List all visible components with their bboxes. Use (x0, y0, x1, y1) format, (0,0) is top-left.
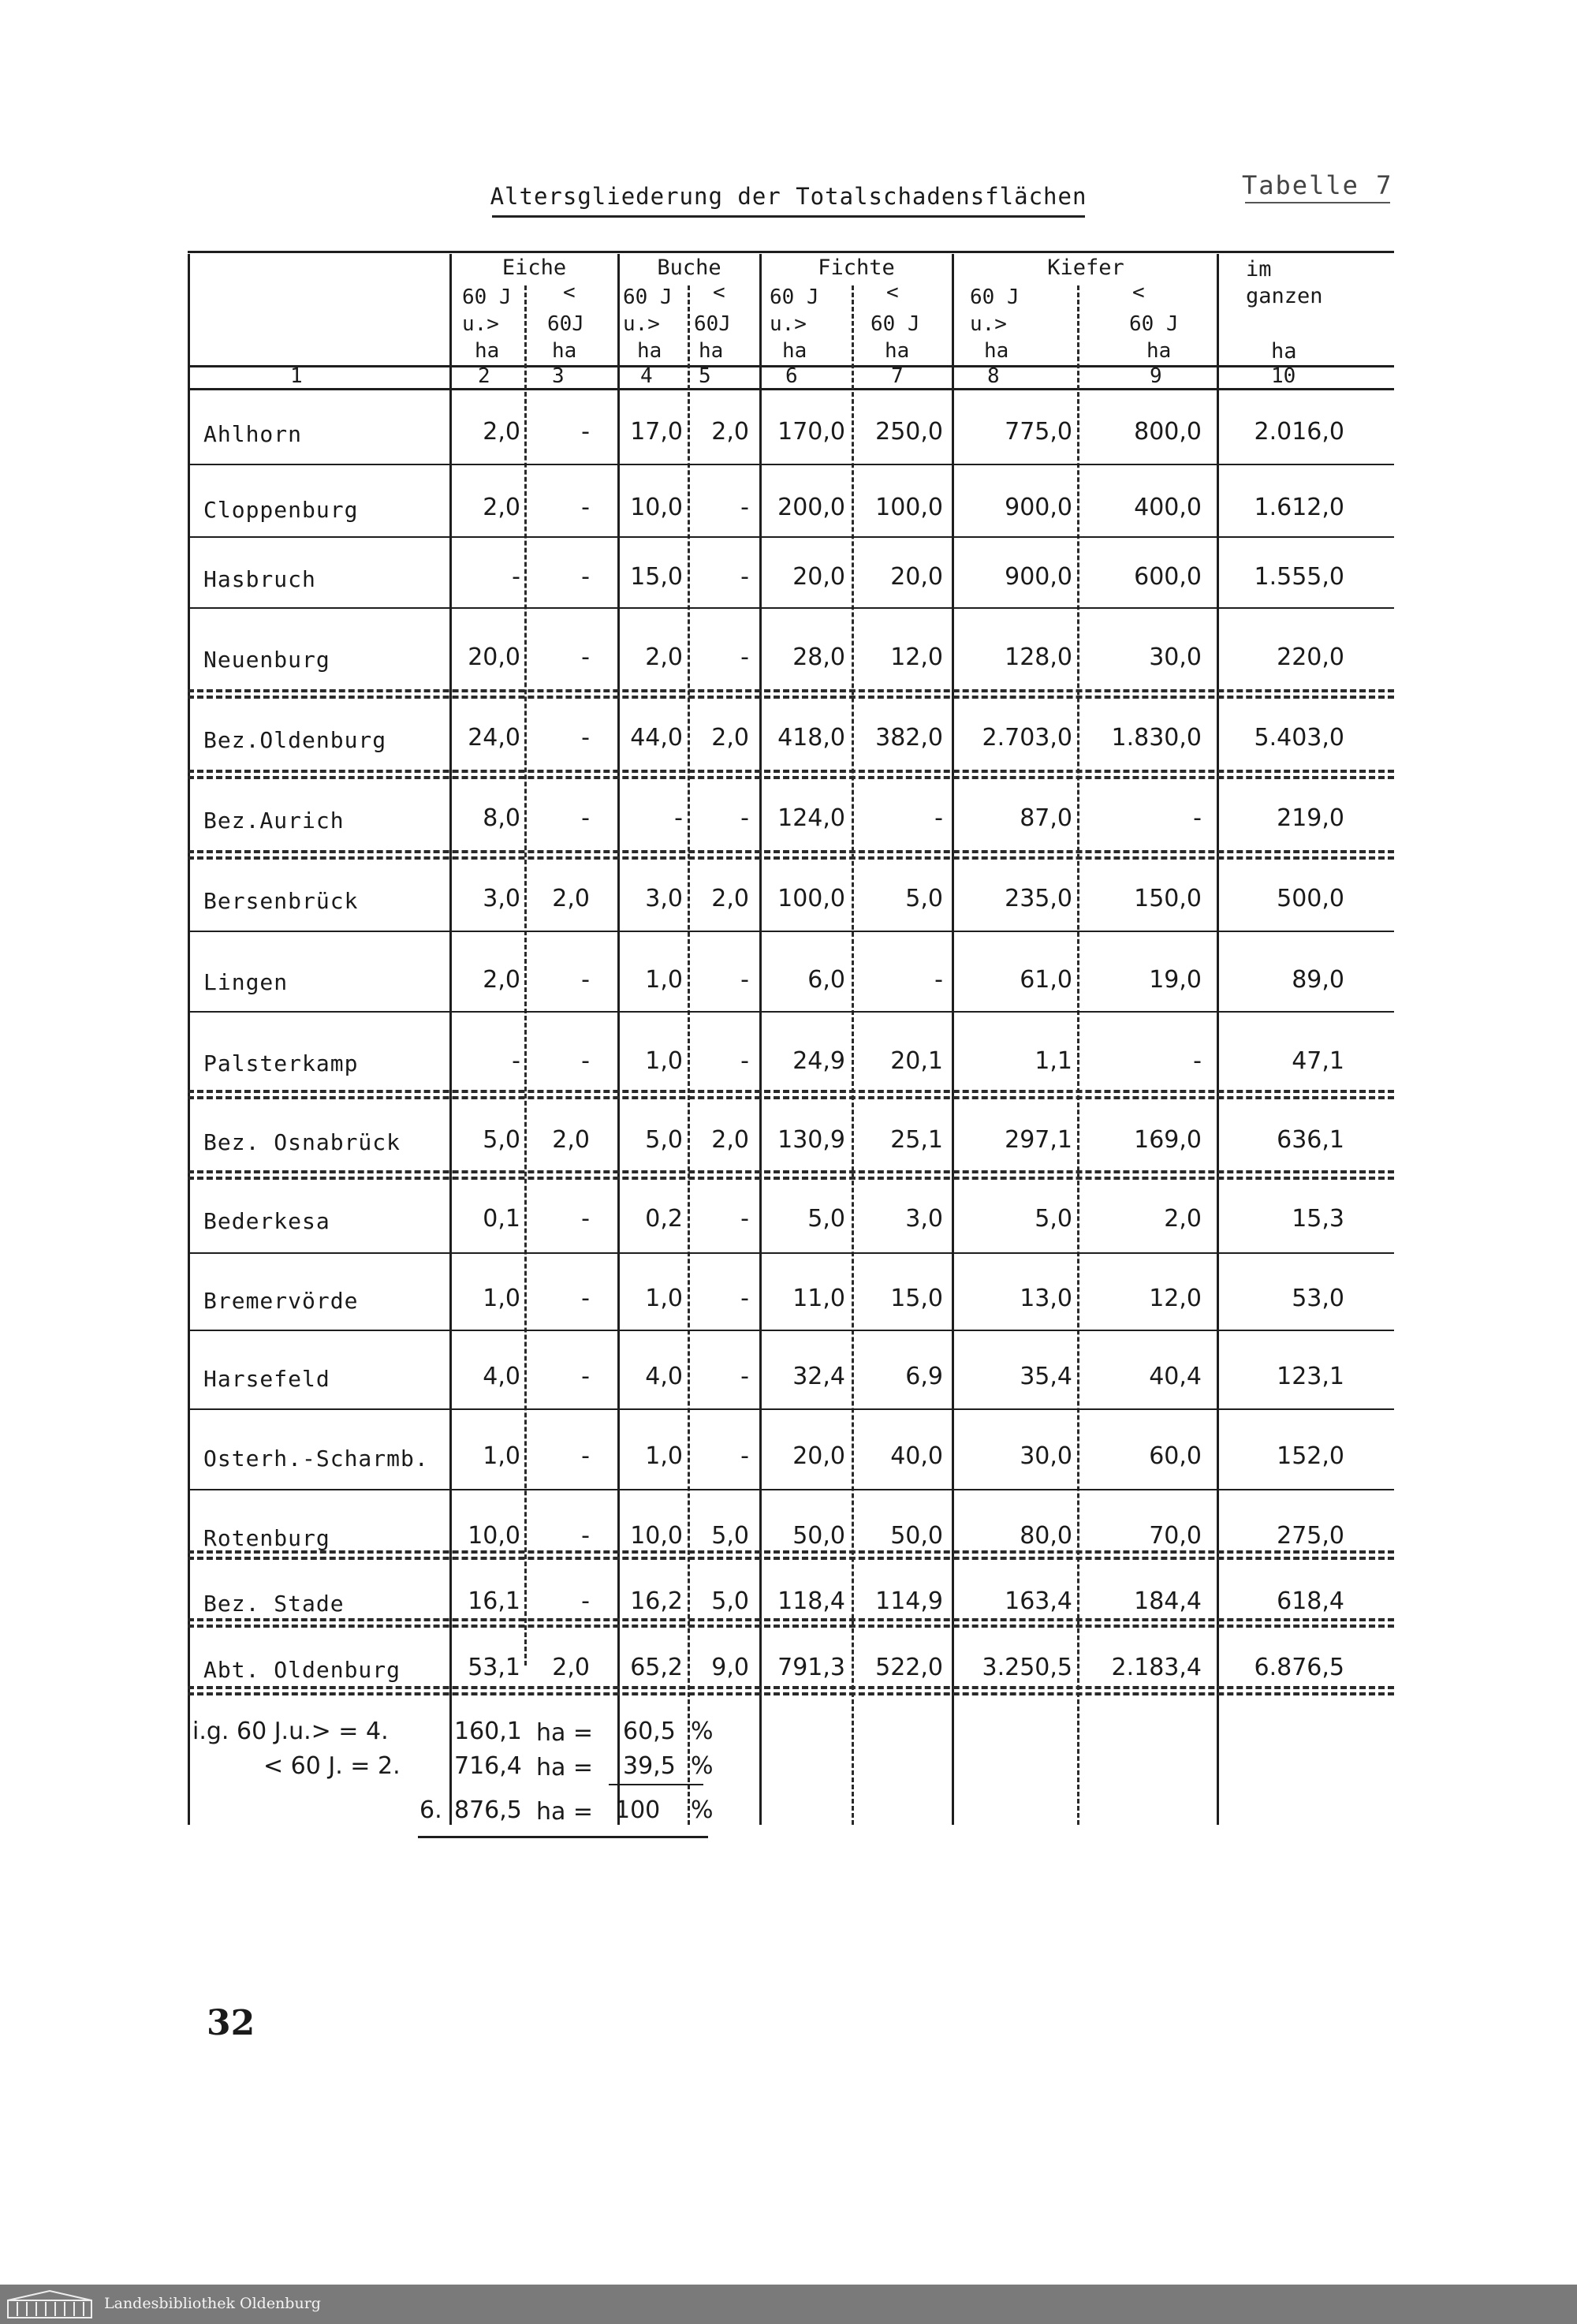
table-cell: 618,4 (1277, 1587, 1344, 1615)
table-cell: 1,1 (1035, 1047, 1072, 1075)
table-cell: 32,4 (792, 1363, 845, 1390)
table-cell: 70,0 (1149, 1522, 1202, 1550)
subheader-unit: ha (984, 339, 1009, 363)
col-number: 7 (891, 364, 904, 388)
col-number: 8 (987, 364, 1000, 388)
table-cell: - (581, 494, 590, 521)
table-cell: 15,3 (1292, 1205, 1344, 1233)
table-cell: - (581, 1363, 590, 1390)
subheader-unit: ha (1146, 339, 1172, 363)
subheader-lt60: 60 J (1129, 312, 1179, 336)
summary-percent-sign: % (691, 1718, 714, 1745)
header-total-line1: im (1246, 257, 1272, 282)
table-cell: 80,0 (1020, 1522, 1072, 1550)
table-cell: - (934, 804, 943, 832)
subheader-unit: ha (782, 339, 807, 363)
table-cell: 5,0 (807, 1205, 845, 1233)
row-label: Bersenbrück (203, 888, 359, 914)
subheader-lt60: < (563, 281, 576, 304)
row-label: Bremervörde (203, 1288, 359, 1314)
table-cell: 1.830,0 (1111, 724, 1202, 752)
table-cell: 118,4 (777, 1587, 845, 1615)
table-cell: 2,0 (552, 885, 590, 912)
col-number: 2 (478, 364, 490, 388)
table-cell: - (581, 563, 590, 591)
table-cell: 1,0 (645, 1285, 683, 1312)
row-label: Bederkesa (203, 1208, 330, 1234)
table-cell: 2,0 (552, 1126, 590, 1154)
table-cell: 53,0 (1292, 1285, 1344, 1312)
summary-unit: ha = (536, 1754, 594, 1781)
header-species-fichte: Fichte (818, 256, 895, 280)
summary-value: 876,5 (454, 1796, 522, 1824)
table-cell: 4,0 (645, 1363, 683, 1390)
table-cell: 128,0 (1005, 643, 1072, 671)
subheader-ge60: u.> (623, 312, 660, 336)
summary-label: i.g. 60 J.u.> = 4. (192, 1718, 389, 1745)
table-cell: 9,0 (711, 1654, 749, 1681)
col-number: 3 (552, 364, 565, 388)
col-number: 4 (640, 364, 653, 388)
table-cell: 6.876,5 (1254, 1654, 1344, 1681)
summary-percent: 100 (615, 1796, 661, 1824)
table-cell: 1,0 (645, 966, 683, 994)
table-cell: 1,0 (645, 1047, 683, 1075)
row-label: Palsterkamp (203, 1050, 359, 1076)
table-cell: - (740, 1442, 749, 1470)
page-title: Altersgliederung der Totalschadensflächen (490, 183, 1087, 210)
table-cell: 16,1 (468, 1587, 520, 1615)
table-cell: 1,0 (645, 1442, 683, 1470)
table-cell: - (581, 418, 590, 446)
footer-library-name: Landesbibliothek Oldenburg (104, 2295, 321, 2312)
table-cell: 5,0 (645, 1126, 683, 1154)
table-cell: 25,1 (890, 1126, 943, 1154)
table-cell: 400,0 (1134, 494, 1202, 521)
table-cell: - (581, 804, 590, 832)
summary-percent: 39,5 (623, 1752, 676, 1780)
row-label: Neuenburg (203, 647, 330, 673)
row-label: Bez. Stade (203, 1591, 345, 1617)
table-cell: 10,0 (630, 1522, 683, 1550)
table-cell: 2,0 (483, 494, 520, 521)
table-cell: 2,0 (645, 643, 683, 671)
row-rule (188, 770, 1394, 773)
table-cell: 3,0 (905, 1205, 943, 1233)
table-cell: 2,0 (1164, 1205, 1202, 1233)
table-cell: - (512, 1047, 520, 1075)
table-cell: - (581, 1522, 590, 1550)
table-cell: 2,0 (483, 966, 520, 994)
table-cell: 791,3 (777, 1654, 845, 1681)
subheader-ge60: 60 J (462, 285, 512, 309)
table-cell: 297,1 (1005, 1126, 1072, 1154)
table-cell: 5,0 (711, 1522, 749, 1550)
col-number: 1 (290, 364, 303, 388)
subheader-ge60: 60 J (623, 285, 673, 309)
table-cell: 2.703,0 (982, 724, 1072, 752)
table-cell: 28,0 (792, 643, 845, 671)
table-cell: 0,1 (483, 1205, 520, 1233)
header-total-unit: ha (1271, 339, 1297, 364)
table-cell: - (740, 804, 749, 832)
row-label: Hasbruch (203, 566, 316, 592)
table-cell: 87,0 (1020, 804, 1072, 832)
table-cell: 130,9 (777, 1126, 845, 1154)
table-cell: 169,0 (1134, 1126, 1202, 1154)
row-rule (188, 1408, 1394, 1410)
row-label: Cloppenburg (203, 497, 359, 523)
row-rule (188, 1489, 1394, 1490)
table-cell: 250,0 (875, 418, 943, 446)
header-species-buche: Buche (657, 256, 721, 280)
row-rule (188, 1252, 1394, 1254)
summary-label: 6. (419, 1796, 442, 1824)
row-rule (188, 1686, 1394, 1689)
table-cell: 219,0 (1277, 804, 1344, 832)
summary-percent: 60,5 (623, 1718, 676, 1745)
table-cell: 100,0 (777, 885, 845, 912)
row-label: Bez.Aurich (203, 808, 345, 834)
header-species-eiche: Eiche (501, 256, 567, 280)
row-rule (188, 1330, 1394, 1331)
table-cell: 47,1 (1292, 1047, 1344, 1075)
table-cell: 20,0 (890, 563, 943, 591)
table-cell: 12,0 (890, 643, 943, 671)
subheader-ge60: u.> (970, 312, 1007, 336)
row-rule (188, 1618, 1394, 1621)
row-label: Abt. Oldenburg (203, 1657, 401, 1683)
row-rule (188, 1170, 1394, 1173)
table-cell: 1.612,0 (1254, 494, 1344, 521)
table-cell: 24,0 (468, 724, 520, 752)
summary-value: 716,4 (454, 1752, 522, 1780)
table-cell: 3,0 (483, 885, 520, 912)
table-cell: 5,0 (483, 1126, 520, 1154)
subheader-lt60: < (713, 281, 725, 304)
table-cell: 382,0 (875, 724, 943, 752)
table-cell: 20,0 (792, 563, 845, 591)
table-cell: 2,0 (711, 418, 749, 446)
summary-bottom-rule (418, 1836, 708, 1838)
table-cell: 61,0 (1020, 966, 1072, 994)
table-cell: 0,2 (645, 1205, 683, 1233)
table-cell: 184,4 (1134, 1587, 1202, 1615)
summary-unit: ha = (536, 1798, 594, 1826)
subheader-lt60: 60J (547, 312, 584, 336)
header-species-kiefer: Kiefer (1047, 256, 1124, 280)
subheader-unit: ha (699, 339, 724, 363)
summary-percent-sign: % (691, 1752, 714, 1780)
row-label: Harsefeld (203, 1366, 330, 1392)
table-cell: 775,0 (1005, 418, 1072, 446)
table-cell: - (740, 1285, 749, 1312)
table-cell: - (581, 1047, 590, 1075)
table-cell: 150,0 (1134, 885, 1202, 912)
table-cell: - (740, 563, 749, 591)
table-cell: 20,0 (792, 1442, 845, 1470)
table-cell: 220,0 (1277, 643, 1344, 671)
page-number: 32 (207, 2003, 255, 2043)
table-cell: - (740, 1363, 749, 1390)
table-cell: 5,0 (905, 885, 943, 912)
row-rule (188, 1090, 1394, 1093)
table-top-rule (188, 251, 1394, 253)
summary-label: < 60 J. = 2. (263, 1752, 401, 1780)
table-cell: 65,2 (630, 1654, 683, 1681)
table-cell: - (740, 1047, 749, 1075)
row-rule (188, 689, 1394, 692)
row-rule (188, 536, 1394, 538)
subheader-lt60: 60J (694, 312, 731, 336)
subheader-ge60: u.> (770, 312, 807, 336)
table-cell: 152,0 (1277, 1442, 1344, 1470)
table-cell: - (740, 643, 749, 671)
table-cell: - (581, 1205, 590, 1233)
table-cell: 50,0 (890, 1522, 943, 1550)
table-cell: 60,0 (1149, 1442, 1202, 1470)
table-cell: 163,4 (1005, 1587, 1072, 1615)
table-cell: 6,0 (807, 966, 845, 994)
table-cell: - (581, 966, 590, 994)
table-cell: 6,9 (905, 1363, 943, 1390)
table-cell: 500,0 (1277, 885, 1344, 912)
table-cell: 124,0 (777, 804, 845, 832)
row-label: Bez.Oldenburg (203, 727, 387, 753)
table-cell: 2,0 (711, 1126, 749, 1154)
table-cell: 20,0 (468, 643, 520, 671)
row-label: Rotenburg (203, 1525, 330, 1551)
table-cell: 3.250,5 (982, 1654, 1072, 1681)
row-label: Bez. Osnabrück (203, 1129, 401, 1155)
table-cell: 636,1 (1277, 1126, 1344, 1154)
table-cell: 16,2 (630, 1587, 683, 1615)
row-rule (188, 464, 1394, 465)
table-cell: - (581, 1587, 590, 1615)
table-cell: 900,0 (1005, 563, 1072, 591)
summary-percent-sign: % (691, 1796, 714, 1824)
subheader-unit: ha (637, 339, 662, 363)
table-cell: 53,1 (468, 1654, 520, 1681)
table-cell: - (674, 804, 683, 832)
subheader-ge60: 60 J (770, 285, 819, 309)
row-rule (188, 1550, 1394, 1554)
summary-rule (609, 1784, 703, 1785)
table-cell: 20,1 (890, 1047, 943, 1075)
table-cell: 200,0 (777, 494, 845, 521)
table-cell: 600,0 (1134, 563, 1202, 591)
table-cell: 10,0 (468, 1522, 520, 1550)
table-cell: 1,0 (483, 1285, 520, 1312)
header-total-line2: ganzen (1246, 284, 1323, 308)
summary-value: 160,1 (454, 1718, 522, 1745)
table-cell: - (1193, 1047, 1202, 1075)
table-cell: 275,0 (1277, 1522, 1344, 1550)
subheader-lt60: < (1132, 281, 1145, 304)
table-cell: 3,0 (645, 885, 683, 912)
summary-unit: ha = (536, 1719, 594, 1747)
col-number: 10 (1271, 364, 1296, 388)
table-cell: 522,0 (875, 1654, 943, 1681)
table-cell: 24,9 (792, 1047, 845, 1075)
table-cell: - (581, 643, 590, 671)
table-cell: 40,4 (1149, 1363, 1202, 1390)
subheader-lt60: 60 J (871, 312, 920, 336)
row-label: Lingen (203, 969, 289, 995)
table-cell: 11,0 (792, 1285, 845, 1312)
table-cell: 35,4 (1020, 1363, 1072, 1390)
table-cell: 5.403,0 (1254, 724, 1344, 752)
row-rule (188, 1011, 1394, 1013)
table-cell: - (934, 966, 943, 994)
table-cell: - (581, 724, 590, 752)
table-cell: 40,0 (890, 1442, 943, 1470)
table-cell: - (581, 1285, 590, 1312)
table-cell: 10,0 (630, 494, 683, 521)
table-cell: 1,0 (483, 1442, 520, 1470)
subheader-ge60: u.> (462, 312, 499, 336)
table-cell: 2,0 (711, 724, 749, 752)
table-cell: 17,0 (630, 418, 683, 446)
table-cell: 30,0 (1149, 643, 1202, 671)
table-cell: - (740, 966, 749, 994)
table-cell: 2.016,0 (1254, 418, 1344, 446)
subheader-lt60: < (886, 281, 899, 304)
subheader-unit: ha (885, 339, 910, 363)
table-cell: 50,0 (792, 1522, 845, 1550)
subheader-ge60: 60 J (970, 285, 1020, 309)
table-cell: - (581, 1442, 590, 1470)
table-cell: 235,0 (1005, 885, 1072, 912)
col-number: 6 (785, 364, 798, 388)
row-rule (188, 931, 1394, 932)
table-cell: 2,0 (483, 418, 520, 446)
table-cell: 13,0 (1020, 1285, 1072, 1312)
table-cell: 800,0 (1134, 418, 1202, 446)
table-cell: 2,0 (552, 1654, 590, 1681)
title-underline (492, 215, 1085, 218)
table-cell: 900,0 (1005, 494, 1072, 521)
subheader-unit: ha (552, 339, 577, 363)
table-cell: 418,0 (777, 724, 845, 752)
table-cell: - (512, 563, 520, 591)
table-cell: 8,0 (483, 804, 520, 832)
table-cell: 44,0 (630, 724, 683, 752)
table-cell: 170,0 (777, 418, 845, 446)
footer-bar (0, 2285, 1577, 2324)
table-cell: - (1193, 804, 1202, 832)
colnum-rule (188, 388, 1394, 390)
table-cell: 100,0 (875, 494, 943, 521)
row-label: Ahlhorn (203, 421, 303, 447)
subheader-unit: ha (475, 339, 500, 363)
col-line (188, 254, 190, 1825)
table-cell: 114,9 (875, 1587, 943, 1615)
table-label: Tabelle 7 (1242, 170, 1400, 200)
table-cell: 2,0 (711, 885, 749, 912)
table-cell: 5,0 (1035, 1205, 1072, 1233)
table-cell: 123,1 (1277, 1363, 1344, 1390)
table-cell: - (740, 1205, 749, 1233)
table-cell: 12,0 (1149, 1285, 1202, 1312)
table-cell: - (740, 494, 749, 521)
table-cell: 15,0 (890, 1285, 943, 1312)
table-cell: 5,0 (711, 1587, 749, 1615)
library-building-icon (6, 2289, 93, 2319)
table-cell: 1.555,0 (1254, 563, 1344, 591)
table-cell: 19,0 (1149, 966, 1202, 994)
table-cell: 89,0 (1292, 966, 1344, 994)
table-cell: 30,0 (1020, 1442, 1072, 1470)
table-cell: 4,0 (483, 1363, 520, 1390)
row-rule (188, 850, 1394, 853)
row-rule (188, 607, 1394, 609)
row-label: Osterh.-Scharmb. (203, 1446, 429, 1472)
table-cell: 15,0 (630, 563, 683, 591)
table-cell: 2.183,4 (1111, 1654, 1202, 1681)
col-number: 5 (699, 364, 711, 388)
col-number: 9 (1150, 364, 1162, 388)
